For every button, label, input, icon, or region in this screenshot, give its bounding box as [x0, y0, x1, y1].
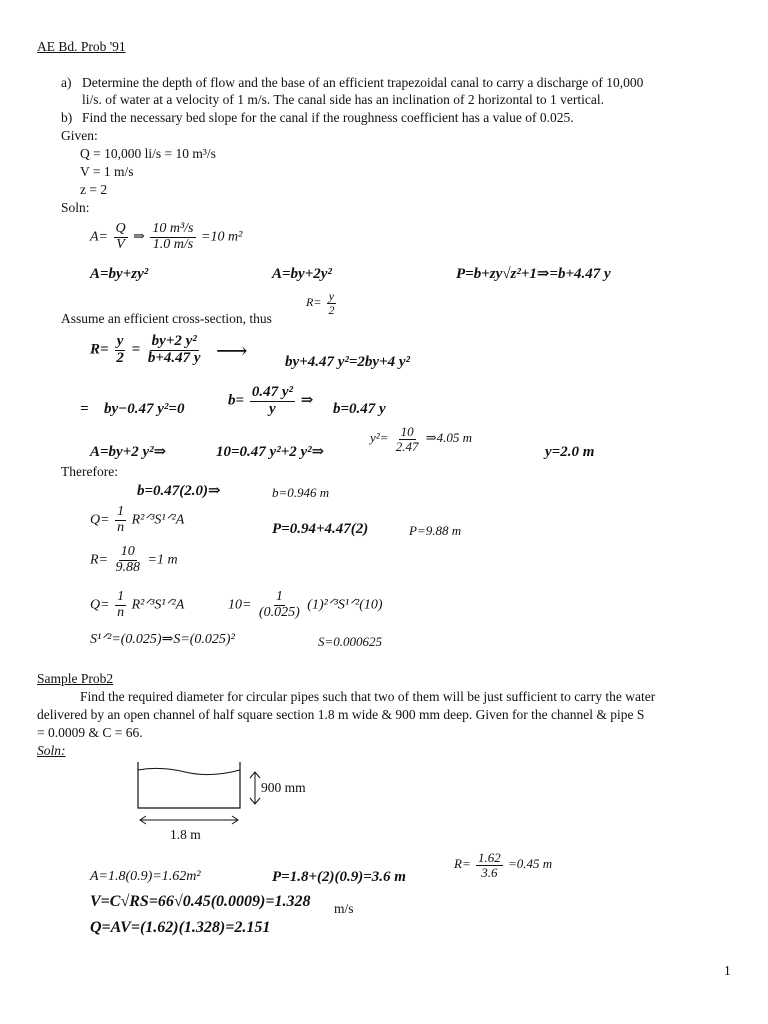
- equation-perimeter-result: P=9.88 m: [409, 523, 462, 538]
- equation-area-z2: A=by+2y²: [272, 266, 332, 282]
- problem2-line1: Find the required diameter for circular pipes such that two of them will be just sufficient to carry the water: [80, 689, 656, 704]
- equation-prefix-equals: =: [80, 401, 89, 417]
- given-label: Given:: [61, 128, 98, 143]
- equation-p2-velocity: V=C√RS=66√0.45(0.0009)=1.328: [90, 893, 311, 910]
- equation-slope: S¹ᐟ²=(0.025)⇒S=(0.025)²: [90, 632, 235, 647]
- given-discharge: Q = 10,000 li/s = 10 m³/s: [80, 146, 216, 161]
- document-heading: AE Bd. Prob '91: [37, 39, 126, 54]
- velocity-unit: m/s: [334, 901, 354, 916]
- item-marker-b: b): [61, 110, 73, 125]
- given-velocity: V = 1 m/s: [80, 164, 134, 179]
- depth-label: 900 mm: [261, 780, 306, 795]
- equation-radius-efficient: R= $\frac{y}{2}$ = $\frac{\text{by+2 y²}}{b+4.47 y}$: [90, 333, 201, 366]
- equation-expanded: by+4.47 y²=2by+4 y²: [285, 354, 411, 370]
- equation-perimeter-sub: P=0.94+4.47(2): [272, 521, 369, 537]
- equation-base-result: b=0.946 m: [272, 485, 330, 500]
- equation-p2-radius: R= $\frac{1.62}{3.6}$ =0.45 m: [454, 850, 553, 880]
- equation-slope-result: S=0.000625: [318, 634, 383, 649]
- equation-manning-1: Q= $\frac{1}{n}$ R²ᐟ³S¹ᐟ²A: [90, 504, 185, 535]
- width-label: 1.8 m: [170, 827, 201, 842]
- equation-b-result: b=0.47 y: [333, 401, 386, 417]
- equation-b-fraction: b= $\frac{\text{0.47 y²}}{y}$ ⇒: [228, 384, 314, 417]
- equation-depth-result: y=2.0 m: [545, 444, 595, 460]
- equation-area-general: A=by+zy²: [90, 266, 149, 282]
- water-surface: [138, 768, 240, 774]
- equation-manning-2: Q= $\frac{1}{n}$ R²ᐟ³S¹ᐟ²A: [90, 589, 185, 620]
- problem-a-line1: Determine the depth of flow and the base of an efficient trapezoidal canal to carry a discharge of 10,000: [82, 75, 644, 90]
- equation-p2-area: A=1.8(0.9)=1.62m²: [90, 869, 201, 884]
- item-marker-a: a): [61, 75, 72, 90]
- problem-a-line2: li/s. of water at a velocity of 1 m/s. The canal side has an inclination of 2 horizontal to 1 vertical.: [82, 92, 604, 107]
- equation-area-flow: A= $\frac{Q}{V}$ ⇒ $\frac{\text{10 m³/s}}{1.0 m/s}$ =10 m²: [90, 221, 243, 252]
- equation-manning-sub: 10= $\frac{1}{(0.025)}$ (1)²ᐟ³S¹ᐟ²(10): [228, 589, 383, 620]
- arrow-icon: ⟶: [216, 338, 248, 363]
- equation-p2-discharge: Q=AV=(1.62)(1.328)=2.151: [90, 919, 271, 936]
- channel-diagram: [130, 760, 330, 830]
- given-slope-z: z = 2: [80, 182, 108, 197]
- equation-ten: 10=0.47 y²+2 y²⇒: [216, 444, 325, 460]
- equation-wetted-perimeter: P=b+zy√z²+1⇒=b+4.47 y: [456, 266, 611, 282]
- soln-label: Soln:: [61, 200, 90, 215]
- equation-base-sub: b=0.47(2.0)⇒: [137, 483, 221, 499]
- equation-hydraulic-radius: R= $\frac{y}{2}$: [306, 289, 335, 317]
- equation-y-squared: y²= $\frac{10}{2.47}$ ⇒4.05 m: [370, 424, 472, 454]
- therefore-label: Therefore:: [61, 464, 118, 479]
- page-number: 1: [724, 963, 731, 978]
- equation-p2-perimeter: P=1.8+(2)(0.9)=3.6 m: [272, 869, 406, 885]
- equation-radius-result: R= $\frac{10}{9.88}$ =1 m: [90, 544, 178, 575]
- problem2-soln-label: Soln:: [37, 743, 66, 758]
- equation-simplified: by−0.47 y²=0: [104, 401, 185, 417]
- assume-text: Assume an efficient cross-section, thus: [61, 311, 272, 326]
- sample-problem-2-title: Sample Prob2: [37, 671, 114, 686]
- problem2-line3: = 0.0009 & C = 66.: [37, 725, 143, 740]
- problem-b-line: Find the necessary bed slope for the canal if the roughness coefficient has a value of 0.025.: [82, 110, 574, 125]
- equation-area-sub: A=by+2 y²⇒: [90, 444, 167, 460]
- problem2-line2: delivered by an open channel of half square section 1.8 m wide & 900 mm deep. Given for the channel & pipe S: [37, 707, 645, 722]
